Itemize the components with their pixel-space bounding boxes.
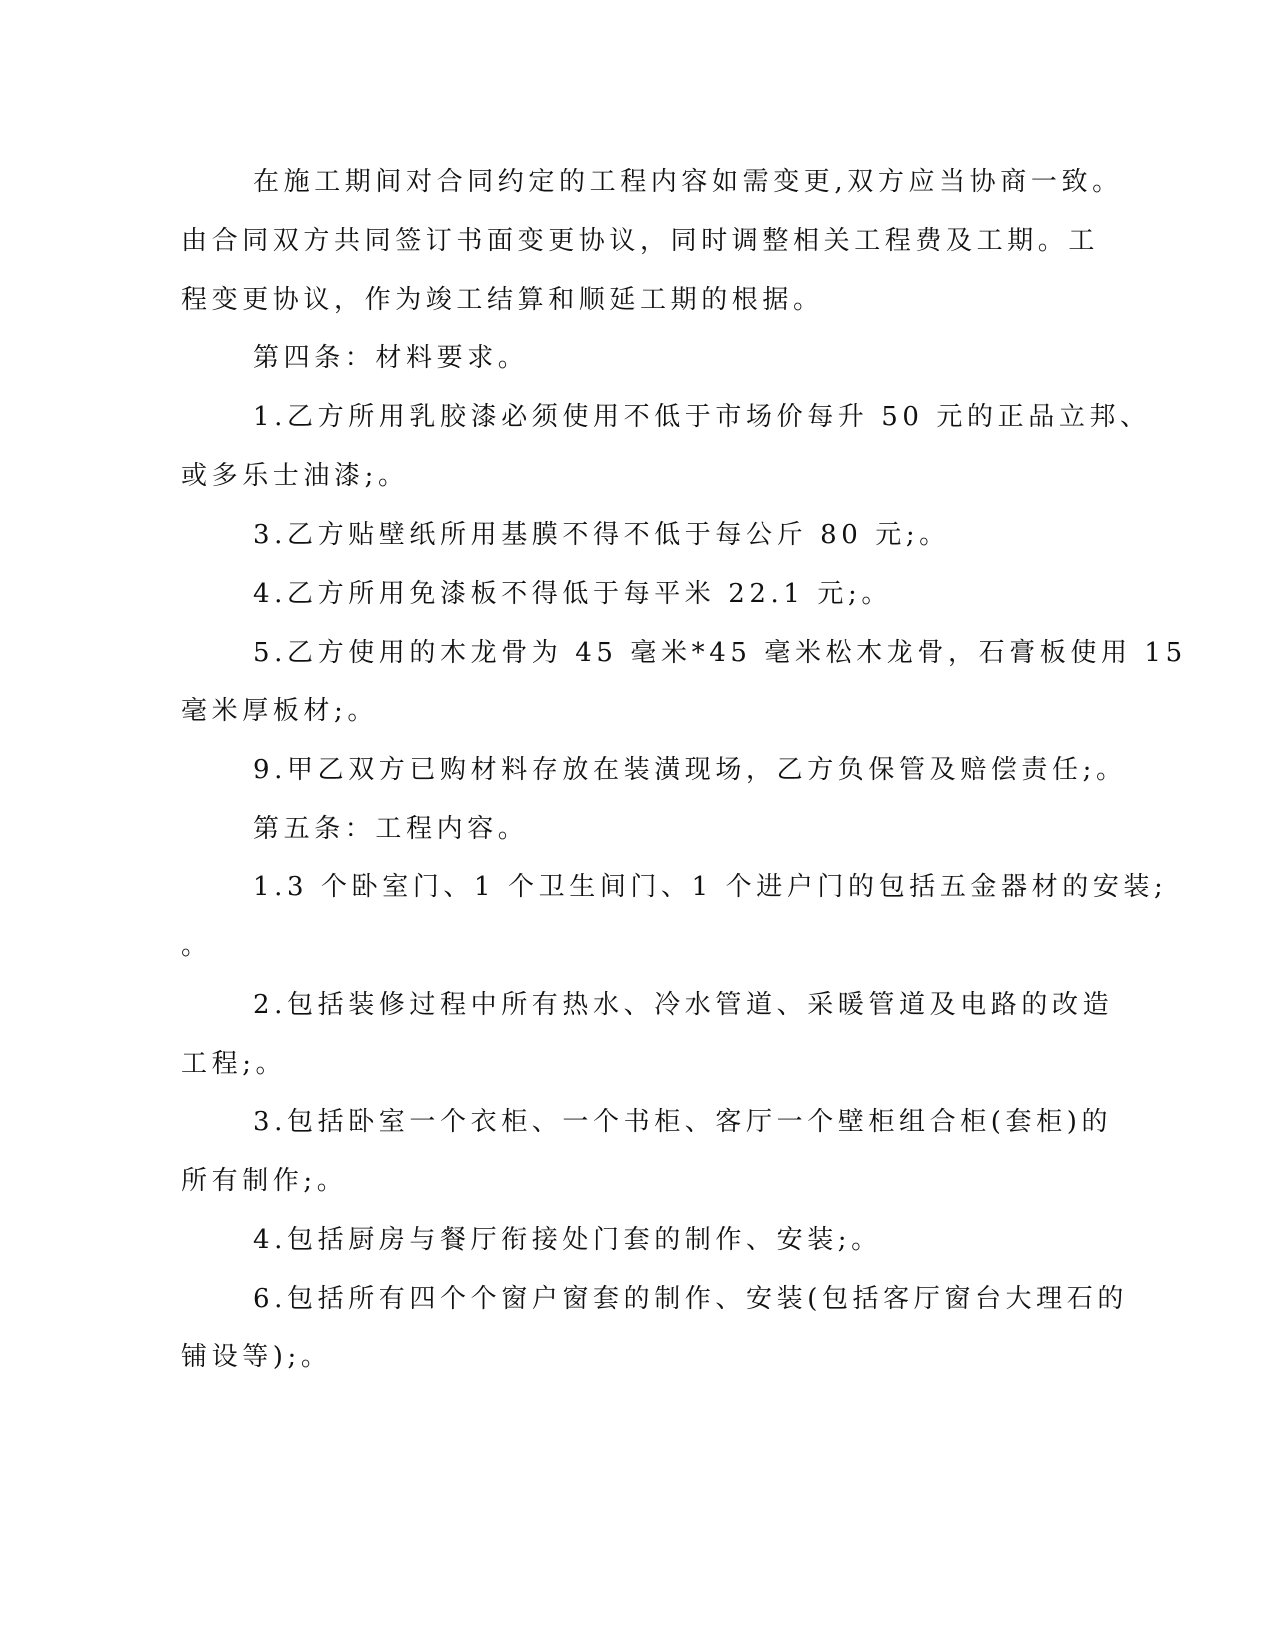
paragraph-line: 9.甲乙双方已购材料存放在装潢现场，乙方负保管及赔偿责任;。 <box>253 755 1127 785</box>
paragraph-line: 5.乙方使用的木龙骨为 45 毫米*45 毫米松木龙骨，石膏板使用 15 <box>253 638 1187 668</box>
paragraph-line: 6.包括所有四个个窗户窗套的制作、安装(包括客厅窗台大理石的 <box>253 1284 1128 1314</box>
paragraph-line: 所有制作;。 <box>181 1166 348 1196</box>
paragraph-line: 铺设等);。 <box>181 1342 332 1372</box>
paragraph-line: 1.乙方所用乳胶漆必须使用不低于市场价每升 50 元的正品立邦、 <box>253 402 1151 432</box>
paragraph-line: 3.乙方贴壁纸所用基膜不得不低于每公斤 80 元;。 <box>253 520 950 550</box>
paragraph-line: 由合同双方共同签订书面变更协议，同时调整相关工程费及工期。工 <box>181 226 1100 256</box>
paragraph-line: 在施工期间对合同约定的工程内容如需变更,双方应当协商一致。 <box>253 167 1123 197</box>
paragraph-line: 工程;。 <box>181 1049 287 1079</box>
section-heading: 第四条：材料要求。 <box>253 343 529 373</box>
paragraph-line: 或多乐士油漆;。 <box>181 461 409 491</box>
paragraph-line: 4.包括厨房与餐厅衔接处门套的制作、安装;。 <box>253 1225 882 1255</box>
paragraph-line: 4.乙方所用免漆板不得低于每平米 22.1 元;。 <box>253 579 892 609</box>
paragraph-line: 1.3 个卧室门、1 个卫生间门、1 个进户门的包括五金器材的安装; <box>253 872 1168 902</box>
paragraph-line: 2.包括装修过程中所有热水、冷水管道、采暖管道及电路的改造 <box>253 990 1114 1020</box>
paragraph-line: 毫米厚板材;。 <box>181 696 378 726</box>
paragraph-line: 程变更协议，作为竣工结算和顺延工期的根据。 <box>181 285 824 315</box>
paragraph-line: 。 <box>181 931 212 961</box>
paragraph-line: 3.包括卧室一个衣柜、一个书柜、客厅一个壁柜组合柜(套柜)的 <box>253 1107 1113 1137</box>
section-heading: 第五条：工程内容。 <box>253 814 529 844</box>
